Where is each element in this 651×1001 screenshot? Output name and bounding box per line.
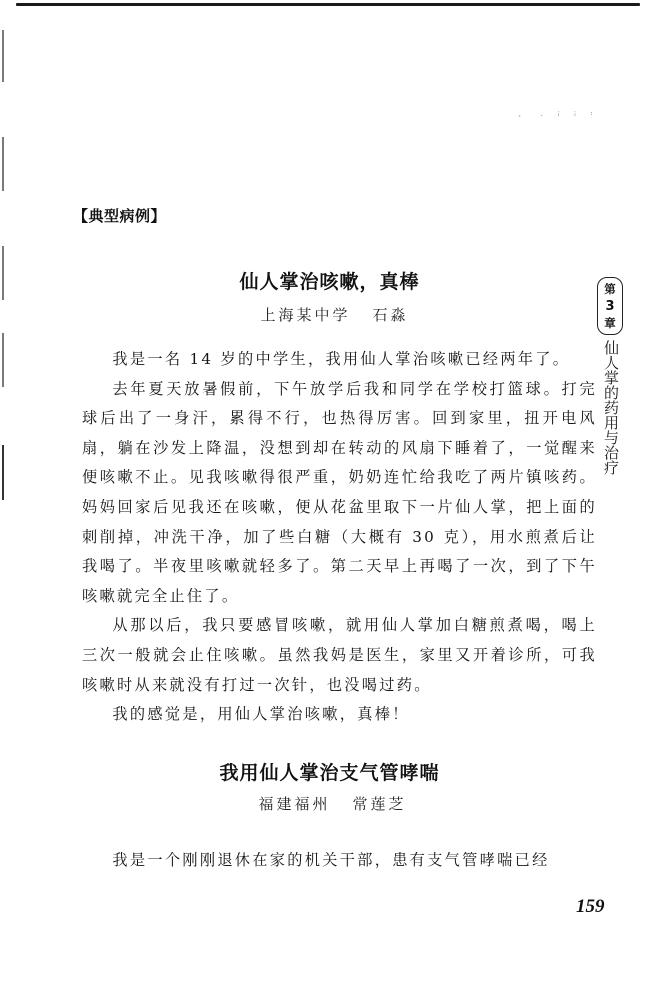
- article-byline: [0, 793, 651, 814]
- scan-edge-mark: [2, 30, 4, 82]
- chapter-title: 仙人掌的药用与治疗: [602, 340, 620, 475]
- author-name: 常莲芝: [352, 795, 407, 813]
- chapter-badge: [597, 277, 623, 335]
- article-title: 仙人掌治咳嗽，真棒: [239, 271, 420, 293]
- author-location: 上海某中学: [260, 306, 351, 324]
- scan-edge-mark: [2, 445, 4, 500]
- paragraph: 从那以后，我只要感冒咳嗽，就用仙人掌加白糖煎煮喝，喝上三次一般就会止住咳嗽。虽然我妈是医生，家里又开着诊所，可我咳嗽时从来就没有打过一次针，也没喝过药。: [82, 616, 597, 694]
- author-name: 石淼: [372, 306, 409, 324]
- paragraph: 我是一名 14 岁的中学生，我用仙人掌治咳嗽已经两年了。: [112, 350, 571, 368]
- article-title: 我用仙人掌治支气管哮喘: [219, 762, 440, 784]
- scan-artifact: 、 . ፧ ፧ ፡: [518, 109, 599, 118]
- scan-edge-mark: [2, 137, 4, 191]
- paragraph: 我是一个刚刚退休在家的机关干部，患有支气管哮喘已经: [112, 851, 550, 869]
- article-byline: [0, 304, 651, 325]
- chapter-suffix: 章: [604, 315, 616, 330]
- scan-edge-mark: [2, 333, 4, 387]
- chapter-number: 3: [605, 298, 615, 314]
- paragraph: 我的感觉是，用仙人掌治咳嗽，真棒！: [112, 705, 410, 724]
- chapter-prefix: 第: [604, 281, 616, 296]
- top-rule: [16, 3, 640, 6]
- author-location: 福建福州: [258, 795, 331, 813]
- article-body: [82, 846, 597, 876]
- article-body: [82, 345, 597, 730]
- page-number: 159: [576, 896, 605, 917]
- section-label: 【典型病例】: [73, 207, 167, 225]
- paragraph: 去年夏天放暑假前，下午放学后我和同学在学校打篮球。打完球后出了一身汗，累得不行，也热得厉害。回到家里，扭开电风扇，躺在沙发上降温，没想到却在转动的风扇下睡着了，一觉醒来便咳嗽不止。见我咳嗽得很严重，奶奶连忙给我吃了两片镇咳药。妈妈回家后见我还在咳嗽，便从花盆里取下一片仙人掌，把上面的刺削掉，冲洗干净，加了些白糖（大概有 30 克），用水煎煮后让我喝了。半夜里咳嗽就轻多了。第二天早上再喝了一次，到了下午咳嗽就完全止住了。: [82, 379, 597, 605]
